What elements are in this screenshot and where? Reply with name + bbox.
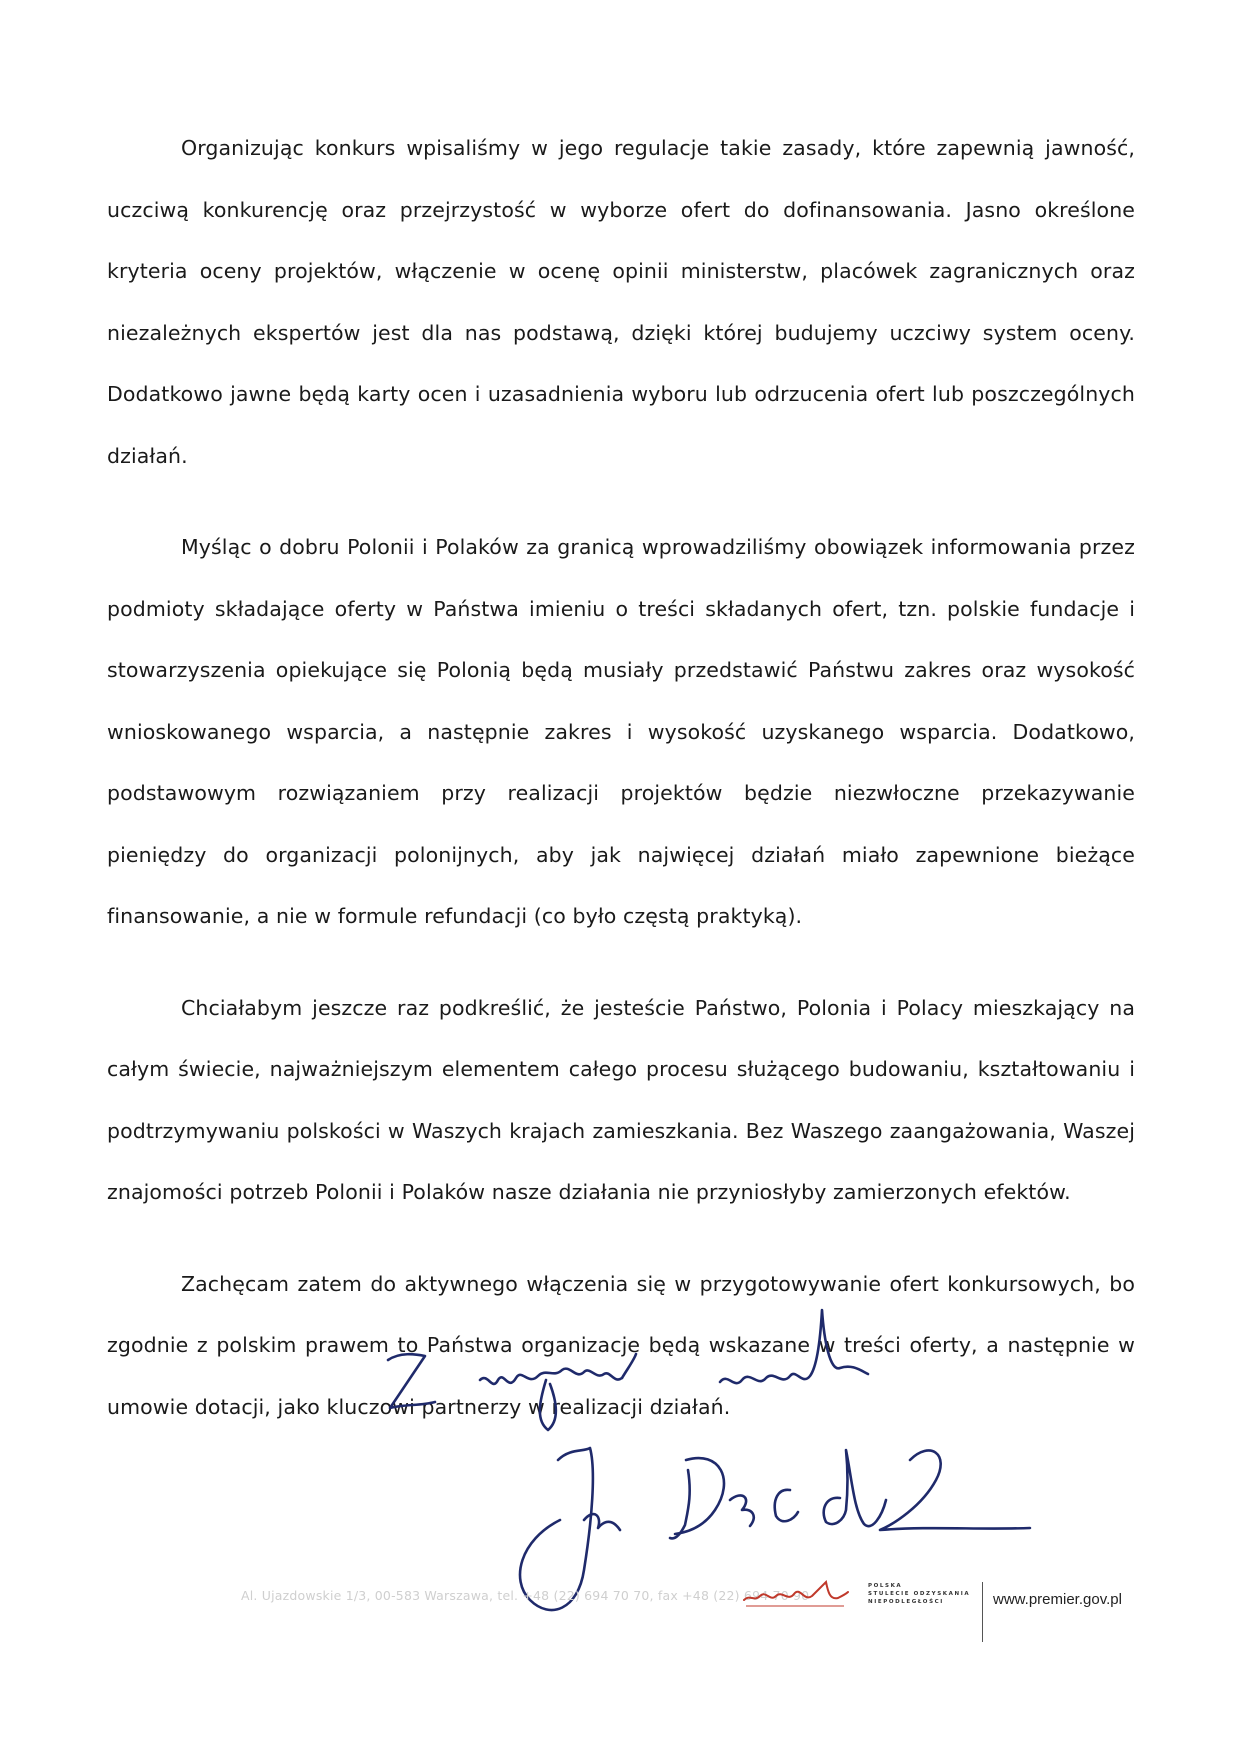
anniversary-line: STULECIE ODZYSKANIA	[868, 1591, 971, 1597]
page-footer	[0, 1570, 1240, 1640]
letter-body	[107, 118, 1135, 1468]
paragraph-transparency: Organizując konkurs wpisaliśmy w jego regulacje takie zasady, które zapewnią jawność, uczciwą konkurencję oraz przejrzystość w wyborze ofert do dofinansowania. Jasno określone kryteria oceny projektów, włączenie w ocenę opinii ministerstw, placówek zagranicznych oraz niezależnych ekspertów jest dla nas podstawą, dzięki której budujemy uczciwy system oceny. Dodatkowo jawne będą karty ocen i uzasadnienia wyboru lub odrzucenia ofert lub poszczególnych działań.	[107, 136, 1135, 468]
niepodlegla-logo-image	[740, 1580, 850, 1610]
anniversary-badge	[868, 1582, 988, 1606]
niepodlegla-logo	[740, 1580, 850, 1610]
paragraph-encouragement: Zachęcam zatem do aktywnego włączenia się w przygotowywanie ofert konkursowych, bo zgodnie z polskim prawem to Państwa organizacje będą wskazane w treści oferty, a następnie w umowie dotacji, jako kluczowi partnerzy w realizacji działań.	[107, 1271, 1135, 1419]
anniversary-line: NIEPODLEGŁOŚCI	[868, 1599, 944, 1605]
footer-address: Al. Ujazdowskie 1/3, 00-583 Warszawa, tel. +48 (22) 694 70 70, fax +48 (22) 694 70 90	[241, 1588, 810, 1603]
paragraph-emphasis: Chciałabym jeszcze raz podkreślić, że jesteście Państwo, Polonia i Polacy mieszkający na całym świecie, najważniejszym elementem całego procesu służącego budowaniu, kształtowaniu i podtrzymywaniu polskości w Waszych krajach zamieszkania. Bez Waszego zaangażowania, Waszej znajomości potrzeb Polonii i Polaków nasze działania nie przyniosłyby zamierzonych efektów.	[107, 995, 1135, 1204]
anniversary-line: POLSKA	[868, 1583, 903, 1589]
footer-divider	[982, 1582, 983, 1642]
footer-website-link[interactable]: www.premier.gov.pl	[993, 1591, 1122, 1608]
paragraph-obligation: Myśląc o dobru Polonii i Polaków za granicą wprowadziliśmy obowiązek informowania przez podmioty składające oferty w Państwa imieniu o treści składanych ofert, tzn. polskie fundacje i stowarzyszenia opiekujące się Polonią będą musiały przedstawić Państwu zakres oraz wysokość wnioskowanego wsparcia, a następnie zakres i wysokość uzyskanego wsparcia. Dodatkowo, podstawowym rozwiązaniem przy realizacji projektów będzie niezwłoczne przekazywanie pieniędzy do organizacji polonijnych, aby jak najwięcej działań miało zapewnione bieżące finansowanie, a nie w formule refundacji (co było częstą praktyką).	[107, 535, 1135, 928]
